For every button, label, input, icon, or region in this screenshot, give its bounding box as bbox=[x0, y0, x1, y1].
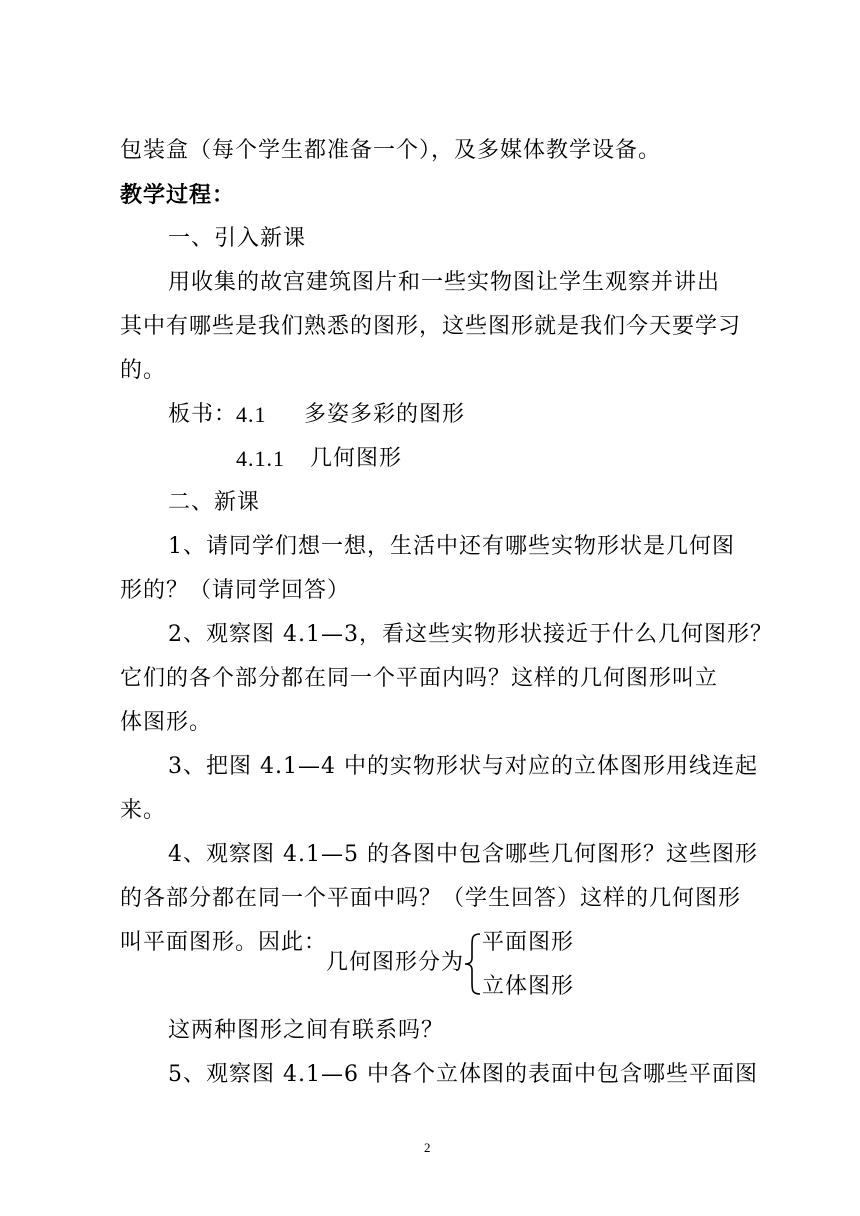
section-heading: 教学过程： bbox=[120, 182, 236, 208]
list-item-line: 形的？（请同学回答） bbox=[120, 578, 351, 603]
classification-label: 几何图形分为 bbox=[326, 950, 465, 975]
brace-icon bbox=[462, 932, 482, 996]
list-item-line: 4、观察图 4.1—5 的各图中包含哪些几何图形？这些图形 bbox=[168, 842, 758, 867]
board-subnumber: 4.1.1 bbox=[236, 446, 285, 471]
list-item-line: 3、把图 4.1—4 中的实物形状与对应的立体图形用线连起 bbox=[168, 754, 758, 779]
paragraph-line: 的。 bbox=[120, 358, 167, 383]
list-item-line: 5、观察图 4.1—6 中各个立体图的表面中包含哪些平面图 bbox=[168, 1062, 758, 1087]
list-item-line: 的各部分都在同一个平面中吗？（学生回答）这样的几何图形 bbox=[120, 886, 742, 911]
section-title-intro: 一、引入新课 bbox=[168, 226, 307, 251]
list-item-line: 来。 bbox=[120, 798, 167, 823]
list-item-line: 它们的各个部分都在同一个平面内吗？这样的几何图形叫立 bbox=[120, 666, 719, 691]
list-item-line: 体图形。 bbox=[120, 710, 213, 735]
board-label: 板书： bbox=[168, 402, 238, 427]
list-item-line: 叫平面图形。因此： bbox=[120, 930, 328, 955]
board-subtitle: 几何图形 bbox=[310, 446, 403, 471]
board-number: 4.1 bbox=[236, 402, 267, 427]
list-item-line: 1、请同学们想一想，生活中还有哪些实物形状是几何图 bbox=[168, 534, 735, 559]
paragraph-line: 用收集的故宫建筑图片和一些实物图让学生观察并讲出 bbox=[168, 270, 721, 295]
list-item-line: 2、观察图 4.1—3，看这些实物形状接近于什么几何图形？ bbox=[168, 622, 773, 647]
paragraph-line: 其中有哪些是我们熟悉的图形，这些图形就是我们今天要学习 bbox=[120, 314, 742, 339]
materials-line: 包装盒（每个学生都准备一个），及多媒体教学设备。 bbox=[120, 138, 662, 163]
classification-option: 平面图形 bbox=[482, 930, 575, 955]
classification-option: 立体图形 bbox=[482, 974, 575, 999]
paragraph-line: 这两种图形之间有联系吗？ bbox=[168, 1018, 445, 1043]
section-title-new: 二、新课 bbox=[168, 490, 261, 515]
board-title: 多姿多彩的图形 bbox=[304, 402, 466, 427]
page-number: 2 bbox=[424, 1140, 431, 1155]
